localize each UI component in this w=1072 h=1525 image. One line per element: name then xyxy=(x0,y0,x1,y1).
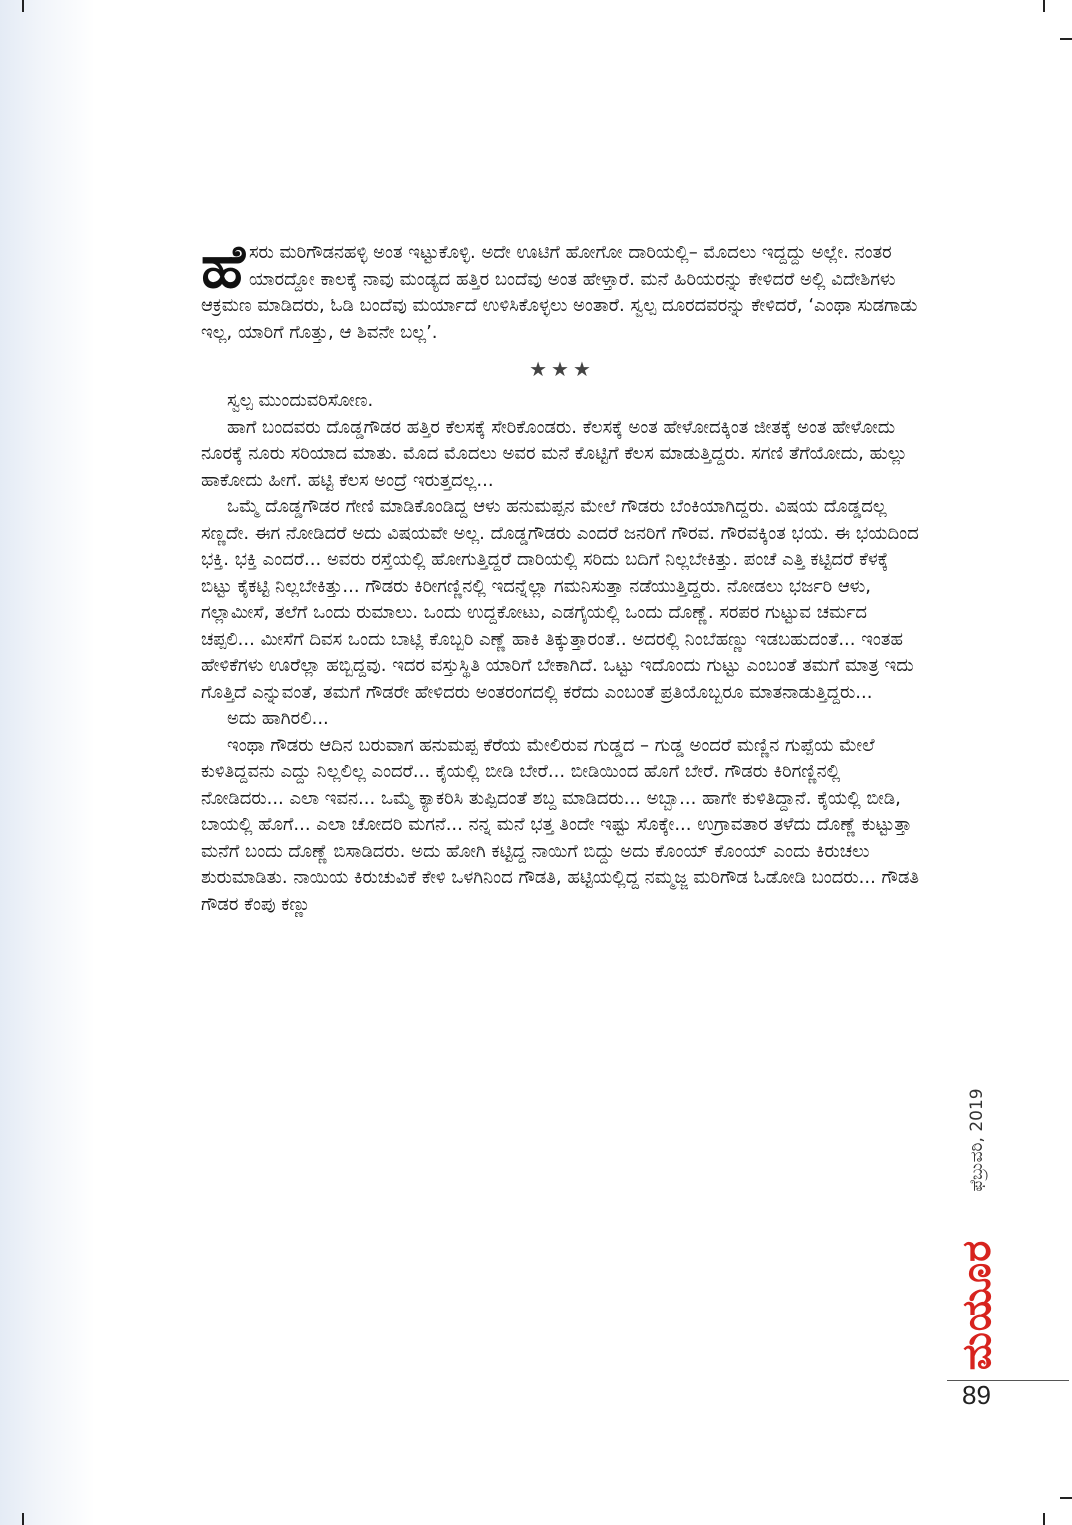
crop-mark-bottom-right xyxy=(1043,1513,1045,1525)
crop-mark-top-left xyxy=(22,0,24,12)
page-number: 89 xyxy=(962,1380,991,1410)
opening-text: ಸರು ಮರಿಗೌಡನಹಳ್ಳಿ ಅಂತ ಇಟ್ಟುಕೊಳ್ಳಿ. ಅದೇ ಊಟಿಗೆ ಹೋಗೋ ದಾರಿಯಲ್ಲಿ– ಮೊದಲು ಇದ್ದದ್ದು ಅಲ್ಲೇ. ನಂತರ ಯಾರದ್ದೋ ಕಾಲಕ್ಕೆ ನಾವು ಮಂಡ್ಯದ ಹತ್ತಿರ ಬಂದೆವು ಅಂತ ಹೇಳ್ತಾರೆ. ಮನೆ ಹಿರಿಯರನ್ನು ಕೇಳಿದರೆ ಅಲ್ಲಿ ವಿದೇಶಿಗಳು ಆಕ್ರಮಣ ಮಾಡಿದರು, ಓಡಿ ಬಂದೆವು ಮರ್ಯಾದೆ ಉಳಿಸಿಕೊಳ್ಳಲು ಅಂತಾರೆ. ಸ್ವಲ್ಪ ದೂರದವರನ್ನು ಕೇಳಿದರೆ, ‘ಎಂಥಾ ಸುಡಗಾಡು ಇಲ್ಲ, ಯಾರಿಗೆ ಗೊತ್ತು, ಆ ಶಿವನೇ ಬಲ್ಲ’. xyxy=(201,242,918,343)
paragraph: ಸ್ವಲ್ಪ ಮುಂದುವರಿಸೋಣ. xyxy=(227,390,374,411)
sidebar-footer xyxy=(947,1050,1007,1380)
crop-mark-right-upper xyxy=(1060,38,1072,40)
article-body xyxy=(201,232,923,918)
paragraph: ಇಂಥಾ ಗೌಡರು ಆದಿನ ಬರುವಾಗ ಹನುಮಪ್ಪ ಕೆರೆಯ ಮೇಲಿರುವ ಗುಡ್ಡದ – ಗುಡ್ಡ ಅಂದರೆ ಮಣ್ಣಿನ ಗುಪ್ಪೆಯ ಮೇಲೆ ಕುಳಿತಿದ್ದವನು ಎದ್ದು ನಿಲ್ಲಲಿಲ್ಲ ಎಂದರೆ... ಕೈಯಲ್ಲಿ ಬೀಡಿ ಬೇರೆ... ಬೀಡಿಯಿಂದ ಹೊಗೆ ಬೇರೆ. ಗೌಡರು ಕಿರಿಗಣ್ಣಿನಲ್ಲಿ ನೋಡಿದರು... ಎಲಾ ಇವನ... ಒಮ್ಮೆ ಕ್ಯಾಕರಿಸಿ ತುಪ್ಪಿದಂತೆ ಶಬ್ದ ಮಾಡಿದರು... ಅಬ್ಬಾ... ಹಾಗೇ ಕುಳಿತಿದ್ದಾನೆ. ಕೈಯಲ್ಲಿ ಬೀಡಿ, ಬಾಯಲ್ಲಿ ಹೊಗೆ... ಎಲಾ ಚೋದರಿ ಮಗನೆ... ನನ್ನ ಮನೆ ಭತ್ತ ತಿಂದೇ ಇಷ್ಟು ಸೊಕ್ಕೇ... ಉಗ್ರಾವತಾರ ತಳೆದು ದೊಣ್ಣೆ ಕುಟ್ಟುತ್ತಾ ಮನೆಗೆ ಬಂದು ದೊಣ್ಣೆ ಬಿಸಾಡಿದರು. ಅದು ಹೋಗಿ ಕಟ್ಟಿದ್ದ ನಾಯಿಗೆ ಬಿದ್ದು ಅದು ಕೊಂಯ್ ಕೊಂಯ್ ಎಂದು ಕಿರುಚಲು ಶುರುಮಾಡಿತು. ನಾಯಿಯ ಕಿರುಚುವಿಕೆ ಕೇಳಿ ಒಳಗಿನಿಂದ ಗೌಡತಿ, ಹಟ್ಟಿಯಲ್ಲಿದ್ದ ನಮ್ಮಜ್ಜ ಮರಿಗೌಡ ಓಡೋಡಿ ಬಂದರು... ಗೌಡತಿ ಗೌಡರ ಕೆಂಪು ಕಣ್ಣು xyxy=(201,734,919,915)
drop-cap: ಹೆ xyxy=(201,232,245,302)
paragraph: ಒಮ್ಮೆ ದೊಡ್ಡಗೌಡರ ಗೇಣಿ ಮಾಡಿಕೊಂಡಿದ್ದ ಆಳು ಹನುಮಪ್ಪನ ಮೇಲೆ ಗೌಡರು ಬೆಂಕಿಯಾಗಿದ್ದರು. ವಿಷಯ ದೊಡ್ಡದಲ್ಲ ಸಣ್ಣದೇ. ಈಗ ನೋಡಿದರೆ ಅದು ವಿಷಯವೇ ಅಲ್ಲ. ದೊಡ್ಡಗೌಡರು ಎಂದರೆ ಜನರಿಗೆ ಗೌರವ. ಗೌರವಕ್ಕಿಂತ ಭಯ. ಈ ಭಯದಿಂದ ಭಕ್ತಿ. ಭಕ್ತಿ ಎಂದರೆ... ಅವರು ರಸ್ತೆಯಲ್ಲಿ ಹೋಗುತ್ತಿದ್ದರೆ ದಾರಿಯಲ್ಲಿ ಸರಿದು ಬದಿಗೆ ನಿಲ್ಲಬೇಕಿತ್ತು. ಪಂಚೆ ಎತ್ತಿ ಕಟ್ಟಿದರೆ ಕೆಳಕ್ಕೆ ಬಿಟ್ಟು ಕೈಕಟ್ಟಿ ನಿಲ್ಲಬೇಕಿತ್ತು... ಗೌಡರು ಕಿರೀಗಣ್ಣಿನಲ್ಲಿ ಇದನ್ನೆಲ್ಲಾ ಗಮನಿಸುತ್ತಾ ನಡೆಯುತ್ತಿದ್ದರು. ನೋಡಲು ಭರ್ಜರಿ ಆಳು, ಗಲ್ಲಾಮೀಸೆ, ತಲೆಗೆ ಒಂದು ರುಮಾಲು. ಒಂದು ಉದ್ದಕೋಟು, ಎಡಗೈಯಲ್ಲಿ ಒಂದು ದೊಣ್ಣೆ. ಸರಪರ ಗುಟ್ಟುವ ಚರ್ಮದ ಚಪ್ಪಲಿ... ಮೀಸೆಗೆ ದಿವಸ ಒಂದು ಬಾಟ್ಲಿ ಕೊಬ್ಬರಿ ಎಣ್ಣೆ ಹಾಕಿ ತಿಕ್ಕುತ್ತಾರಂತೆ.. ಅದರಲ್ಲಿ ನಿಂಬೆಹಣ್ಣು ಇಡಬಹುದಂತೆ... ಇಂತಹ ಹೇಳಿಕೆಗಳು ಊರೆಲ್ಲಾ ಹಬ್ಬಿದ್ದವು. ಇದರ ವಸ್ತುಸ್ಥಿತಿ ಯಾರಿಗೆ ಬೇಕಾಗಿದೆ. ಒಟ್ಟು ಇದೊಂದು ಗುಟ್ಟು ಎಂಬಂತೆ ತಮಗೆ ಮಾತ್ರ ಇದು ಗೊತ್ತಿದೆ ಎನ್ನುವಂತೆ, ತಮಗೆ ಗೌಡರೇ ಹೇಳಿದರು ಅಂತರಂಗದಲ್ಲಿ ಕರೆದು ಎಂಬಂತೆ ಪ್ರತಿಯೊಬ್ಬರೂ ಮಾತನಾಡುತ್ತಿದ್ದರು... xyxy=(201,496,919,703)
paragraph: ಅದು ಹಾಗಿರಲಿ... xyxy=(227,708,329,729)
crop-mark-top-right xyxy=(1043,0,1045,12)
magazine-logo: ಮಯೂರ xyxy=(954,1239,1000,1371)
opening-paragraph xyxy=(201,232,923,346)
section-separator: ★★★ xyxy=(529,357,595,381)
crop-mark-bottom-left xyxy=(22,1513,24,1525)
paragraph: ಹಾಗೆ ಬಂದವರು ದೊಡ್ಡಗೌಡರ ಹತ್ತಿರ ಕೆಲಸಕ್ಕೆ ಸೇರಿಕೊಂಡರು. ಕೆಲಸಕ್ಕೆ ಅಂತ ಹೇಳೋದಕ್ಕಿಂತ ಜೀತಕ್ಕೆ ಅಂತ ಹೇಳೋದು ನೂರಕ್ಕೆ ನೂರು ಸರಿಯಾದ ಮಾತು. ಮೊದ ಮೊದಲು ಅವರ ಮನೆ ಕೊಟ್ಟಿಗೆ ಕೆಲಸ ಮಾಡುತ್ತಿದ್ದರು. ಸಗಣಿ ತೆಗೆಯೋದು, ಹುಲ್ಲು ಹಾಕೋದು ಹೀಗೆ. ಹಟ್ಟಿ ಕೆಲಸ ಅಂದ್ರೆ ಇರುತ್ತದಲ್ಲ... xyxy=(201,416,908,491)
issue-date: ಫೆಬ್ರುವರಿ, 2019 xyxy=(967,1088,987,1192)
crop-mark-right-lower xyxy=(1060,1497,1072,1499)
left-edge-shade xyxy=(0,0,95,1525)
